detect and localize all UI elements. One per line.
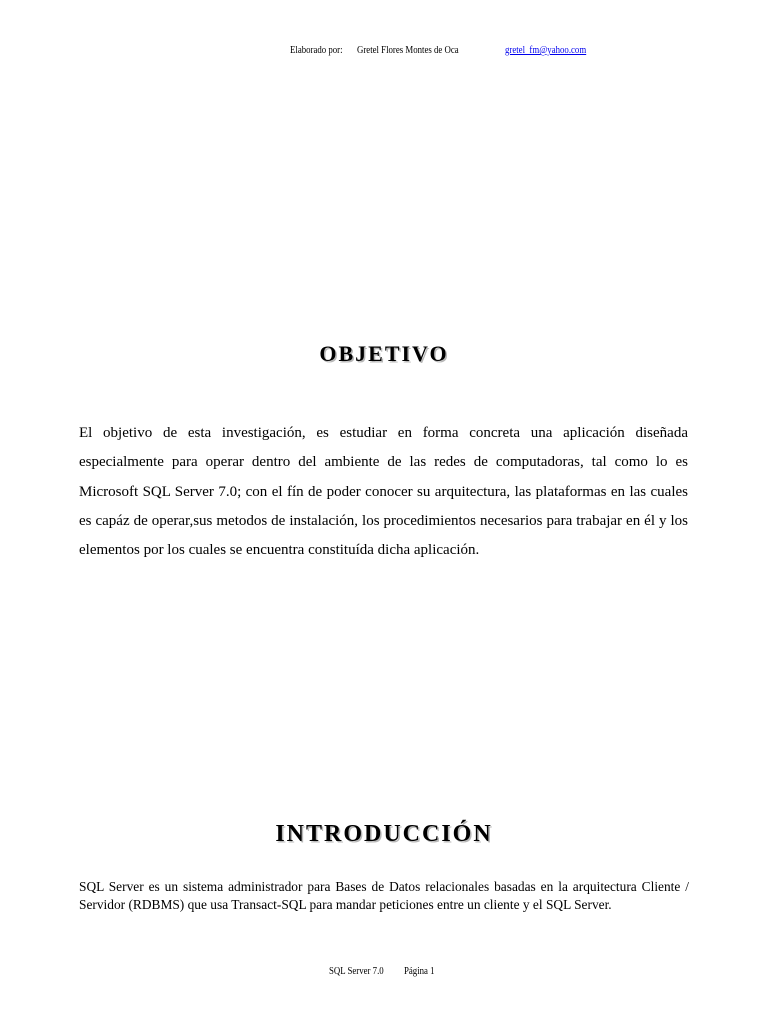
introduccion-paragraph: SQL Server es un sistema administrador para Bases de Datos relacionales basadas en la arquitectura Cliente / Servidor (RDBMS) que usa Transact-SQL para mandar peticiones entre un cliente y el SQL Server. <box>79 879 689 913</box>
objetivo-heading: OBJETIVO <box>319 341 449 366</box>
page-header <box>0 44 768 58</box>
page-footer <box>0 965 768 979</box>
objetivo-paragraph: El objetivo de esta investigación, es estudiar en forma concreta una aplicación diseñada especialmente para operar dentro del ambiente de las redes de computadoras, tal como lo es Microsoft SQL Server 7.0; con el fín de poder conocer su arquitectura, las plataformas en las cuales es capáz de operar,sus metodos de instalación, los procedimientos necesarios para trabajar en él y los elementos por los cuales se encuentra constituída dicha aplicación. <box>79 425 688 559</box>
header-author: Gretel Flores Montes de Oca <box>357 45 459 56</box>
introduccion-heading: INTRODUCCIÓN <box>275 821 493 847</box>
header-email-link[interactable]: gretel_fm@yahoo.com <box>505 45 587 56</box>
footer-title: SQL Server 7.0 <box>329 966 384 977</box>
footer-page-number: Página 1 <box>404 966 435 977</box>
header-label: Elaborado por: <box>290 45 343 56</box>
